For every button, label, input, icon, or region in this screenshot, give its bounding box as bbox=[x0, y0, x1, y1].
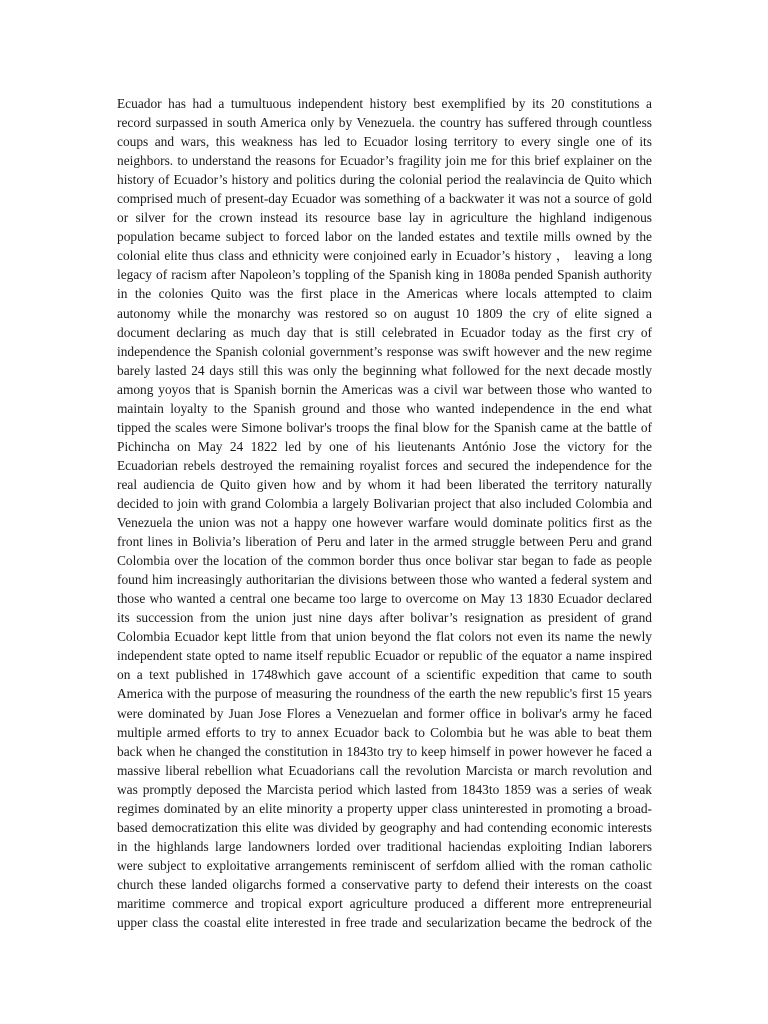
text-line: Ecuador has had a tumultuous independent history best exemplified by its 20 constitutions a bbox=[117, 96, 652, 111]
text-line: maintain loyalty to the Spanish ground and those who wanted independence in the end what bbox=[117, 400, 652, 416]
text-line: Colombia Ecuador kept little from that union beyond the flat colors not even its name the newly bbox=[117, 629, 652, 645]
text-line: massive liberal rebellion what Ecuadorians call the revolution Marcista or march revolution and bbox=[117, 762, 652, 778]
text-line: neighbors. to understand the reasons for Ecuador’s fragility join me for this brief explainer on the bbox=[117, 153, 652, 169]
text-line: church these landed oligarchs formed a conservative party to defend their interests on the coast bbox=[117, 876, 652, 892]
text-line: colonial elite thus class and ethnicity were conjoined early in Ecuador’s history ， leaving a long bbox=[117, 248, 652, 264]
text-line: found him increasingly authoritarian the divisions between those who wanted a federal system and bbox=[117, 572, 652, 588]
text-line: barely lasted 24 days still this was only the beginning what followed for the next decade mostly bbox=[117, 362, 652, 378]
text-line: autonomy while the monarchy was restored so on august 10 1809 the cry of elite signed a bbox=[117, 305, 652, 321]
text-line: multiple armed efforts to try to annex Ecuador back to Colombia but he was able to beat them bbox=[117, 724, 652, 740]
text-line: legacy of racism after Napoleon’s toppling of the Spanish king in 1808a pended Spanish authority bbox=[117, 267, 652, 283]
text-line: decided to join with grand Colombia a largely Bolivarian project that also included Colombia and bbox=[117, 495, 652, 511]
text-line: Ecuadorian rebels destroyed the remaining royalist forces and secured the independence for the bbox=[117, 457, 652, 473]
text-line: was promptly deposed the Marcista period which lasted from 1843to 1859 was a series of weak bbox=[117, 781, 652, 797]
text-line: maritime commerce and tropical export agriculture produced a different more entrepreneurial bbox=[117, 895, 652, 911]
text-line: independent state opted to name itself republic Ecuador or republic of the equator a name inspired bbox=[117, 648, 652, 664]
text-line: back when he changed the constitution in 1843to try to keep himself in power however he faced a bbox=[117, 743, 652, 759]
text-line: Venezuela the union was not a happy one however warfare would dominate politics first as the bbox=[117, 515, 652, 531]
text-line: comprised much of present-day Ecuador was something of a backwater it was not a source of gold bbox=[117, 191, 652, 207]
text-line: on a text published in 1748which gave account of a scientific expedition that came to south bbox=[117, 667, 652, 683]
text-line: in the highlands large landowners lorded over traditional haciendas exploiting Indian laborers bbox=[117, 838, 652, 854]
text-line: regimes dominated by an elite minority a property upper class uninterested in promoting a broad- bbox=[117, 800, 652, 816]
text-line: based democratization this elite was divided by geography and had contending economic interests bbox=[117, 819, 652, 835]
text-line: upper class the coastal elite interested in free trade and secularization became the bedrock of the bbox=[117, 915, 652, 931]
text-line: in the colonies Quito was the first place in the Americas where locals attempted to claim bbox=[117, 286, 652, 302]
text-line: those who wanted a central one became too large to overcome on May 13 1830 Ecuador declared bbox=[117, 591, 652, 607]
text-line: America with the purpose of measuring the roundness of the earth the new republic's first 15 years bbox=[117, 686, 652, 702]
text-line: among yoyos that is Spanish bornin the Americas was a civil war between those who wanted to bbox=[117, 381, 652, 397]
text-line: were subject to exploitative arrangements reminiscent of serfdom allied with the roman catholic bbox=[117, 857, 652, 873]
text-line: independence the Spanish colonial government’s response was swift however and the new regime bbox=[117, 343, 652, 359]
text-line: or silver for the crown instead its resource base lay in agriculture the highland indigenous bbox=[117, 210, 652, 226]
text-line: front lines in Bolivia’s liberation of Peru and later in the armed struggle between Peru and grand bbox=[117, 534, 652, 550]
text-line: history of Ecuador’s history and politics during the colonial period the realavincia de Quito which bbox=[117, 172, 652, 188]
text-line: coups and wars, this weakness has led to Ecuador losing territory to every single one of its bbox=[117, 134, 652, 150]
text-line: Pichincha on May 24 1822 led by one of his lieutenants António Jose the victory for the bbox=[117, 438, 652, 454]
text-line: record surpassed in south America only by Venezuela. the country has suffered through countless bbox=[117, 115, 652, 131]
body-paragraph bbox=[117, 94, 652, 932]
text-line: population became subject to forced labor on the landed estates and textile mills owned by the bbox=[117, 229, 652, 245]
text-line: its succession from the union just nine days after bolivar’s resignation as president of grand bbox=[117, 610, 652, 626]
text-line: were dominated by Juan Jose Flores a Venezuelan and former office in bolivar's army he faced bbox=[117, 705, 652, 721]
text-line: Colombia over the location of the common border thus once bolivar star began to fade as people bbox=[117, 553, 652, 569]
text-line: document declaring as much day that is still celebrated in Ecuador today as the first cry of bbox=[117, 324, 652, 340]
text-line: real audiencia de Quito given how and by whom it had been liberated the territory naturally bbox=[117, 476, 652, 492]
text-line: tipped the scales were Simone bolivar's troops the final blow for the Spanish came at the battle of bbox=[117, 419, 652, 435]
